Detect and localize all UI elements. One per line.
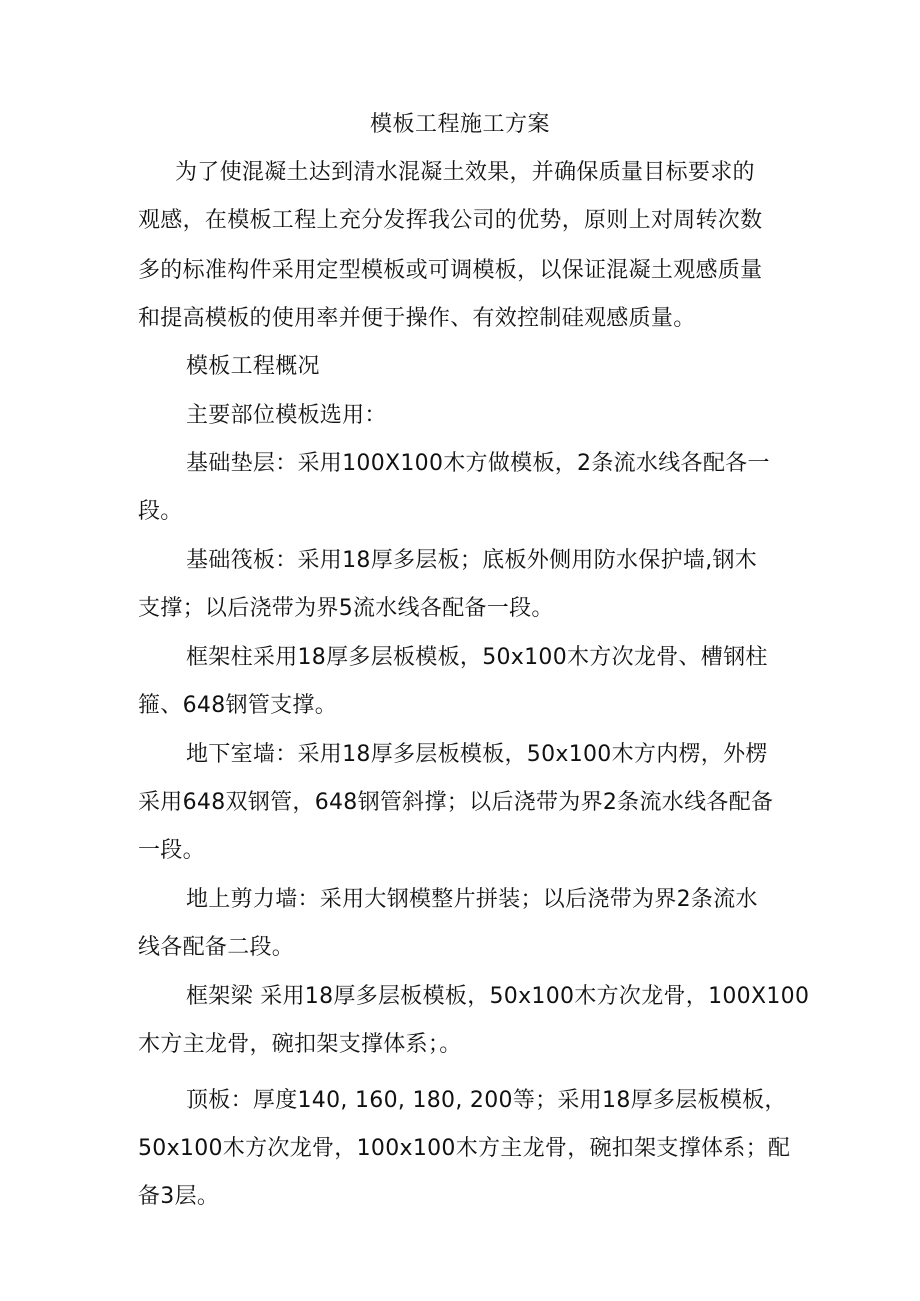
- paragraph-line: 段。: [138, 499, 183, 524]
- section-heading: 模板工程概况: [186, 354, 320, 379]
- paragraph-line: 顶板：厚度140, 160, 180, 200等；采用18厚多层板模板，: [186, 1088, 787, 1113]
- paragraph-line: 框架柱采用18厚多层板模板，50x100木方次龙骨、槽钢柱: [186, 645, 768, 670]
- paragraph-line: 备3层。: [138, 1184, 220, 1209]
- paragraph-line: 基础筏板：采用18厚多层板；底板外侧用防水保护墙,钢木: [186, 548, 758, 573]
- paragraph-line: 50x100木方次龙骨，100x100木方主龙骨，碗扣架支撑体系；配: [138, 1136, 791, 1161]
- paragraph-line: 一段。: [138, 838, 205, 863]
- paragraph-line: 观感，在模板工程上充分发挥我公司的优势，原则上对周转次数: [138, 208, 763, 233]
- paragraph-line: 采用648双钢管，648钢管斜撑；以后浇带为界2条流水线各配备: [138, 790, 774, 815]
- paragraph-line: 地上剪力墙：采用大钢模整片拼装；以后浇带为界2条流水: [186, 887, 758, 912]
- paragraph-line: 木方主龙骨，碗扣架支撑体系；。: [138, 1032, 462, 1057]
- document-title: 模板工程施工方案: [369, 112, 550, 137]
- paragraph-line: 箍、648钢管支撑。: [138, 693, 337, 718]
- paragraph-line: 线各配备二段。: [138, 935, 295, 960]
- paragraph-line: 基础垫层：采用100X100木方做模板，2条流水线各配各一: [186, 451, 770, 476]
- section-subheading: 主要部位模板选用：: [186, 403, 387, 428]
- paragraph-line: 框架梁 采用18厚多层板模板，50x100木方次龙骨，100X100: [186, 984, 810, 1009]
- paragraph-line: 支撑；以后浇带为界5流水线各配备一段。: [138, 596, 554, 621]
- paragraph-line: 为了使混凝土达到清水混凝土效果，并确保质量目标要求的: [175, 160, 755, 185]
- paragraph-line: 和提高模板的使用率并便于操作、有效控制硅观感质量。: [138, 306, 696, 331]
- paragraph-line: 地下室墙：采用18厚多层板模板，50x100木方内楞，外楞: [186, 742, 768, 767]
- paragraph-line: 多的标准构件采用定型模板或可调模板，以保证混凝土观感质量: [138, 258, 763, 283]
